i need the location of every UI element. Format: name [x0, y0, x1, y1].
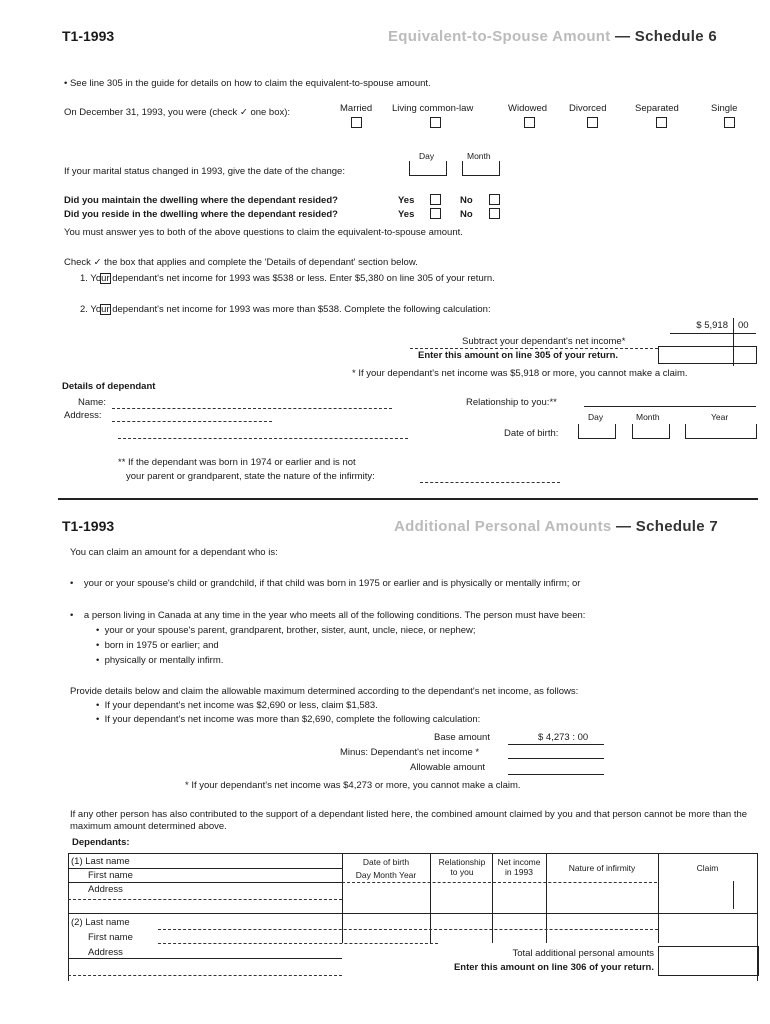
dob-year-field[interactable]: [685, 424, 757, 439]
base-amount-dollars: $ 5,918: [696, 320, 728, 331]
born-note-1: ** If the dependant was born in 1974 or earlier and is not: [118, 457, 356, 468]
status-widowed-label: Widowed: [508, 103, 548, 114]
separated-checkbox[interactable]: [656, 117, 667, 128]
status-married-label: Married: [340, 103, 373, 114]
s7-intro: You can claim an amount for a dependant who is:: [70, 547, 278, 558]
married-checkbox[interactable]: [351, 117, 362, 128]
col-dob-subheader: Day Month Year: [355, 870, 417, 880]
row-2-address-label: Address: [88, 947, 123, 958]
col-dob-header: Date of birth: [362, 857, 410, 867]
s7-bullet-2-text: a person living in Canada at any time in the year who meets all of the following conditions. The person must have been:: [83, 610, 586, 621]
s7-sub-3: • physically or mentally infirm.: [96, 655, 224, 666]
q2-no-checkbox[interactable]: [489, 208, 500, 219]
row-1-last-name-label: (1) Last name: [71, 856, 130, 867]
col-infirmity-header: Nature of infirmity: [568, 863, 636, 873]
s7-rule-1: • If your dependant's net income was $2,690 or less, claim $1,583.: [96, 700, 378, 711]
schedule-7-title: [394, 518, 718, 535]
col-income-header: Net income in 1993: [497, 857, 541, 877]
enter-305-label: Enter this amount on line 305 of your return.: [418, 350, 619, 361]
dependants-table: [68, 851, 758, 981]
intro-text: • See line 305 in the guide for details on how to claim the equivalent-to-spouse amount.: [64, 78, 431, 89]
name-label: Name:: [78, 397, 106, 408]
q2-yes-label: Yes: [398, 209, 415, 220]
dob-day-label: Day: [588, 412, 604, 422]
change-day-field[interactable]: [409, 161, 447, 176]
name-field[interactable]: [112, 408, 392, 409]
common-law-checkbox[interactable]: [430, 117, 441, 128]
born-note-2: your parent or grandparent, state the nature of the infirmity:: [126, 471, 375, 482]
subtract-label: Subtract your dependant's net income*: [462, 336, 626, 347]
s7-sub-3-text: physically or mentally infirm.: [104, 655, 224, 666]
q1-no-label: No: [460, 195, 473, 206]
q1-no-checkbox[interactable]: [489, 194, 500, 205]
status-common-law-label: Living common-law: [392, 103, 474, 114]
status-divorced-label: Divorced: [569, 103, 607, 114]
q1-yes-label: Yes: [398, 195, 415, 206]
dob-month-label: Month: [636, 412, 660, 422]
schedule-label: — Schedule 6: [615, 28, 717, 45]
check-instruction: Check ✓ the box that applies and complete the 'Details of dependant' section below.: [64, 257, 418, 268]
question-maintain: Did you maintain the dwelling where the dependant resided?: [64, 195, 338, 206]
col-relationship-header: Relationship to you: [438, 857, 486, 877]
s7-rule-2: • If your dependant's net income was more than $2,690, complete the following calculation:: [96, 714, 481, 725]
base-amount-cents: 00: [738, 320, 749, 331]
income-footnote: * If your dependant's net income was $5,918 or more, you cannot make a claim.: [352, 368, 688, 379]
s7-bullet-1-text: your or your spouse's child or grandchild, if that child was born in 1975 or earlier and is physically or mentally infirm; or: [83, 578, 581, 589]
change-day-label: Day: [419, 151, 435, 161]
total-label: Total additional personal amounts: [512, 948, 654, 959]
row-1-address-label: Address: [88, 884, 123, 895]
s7-sub-1-text: your or your spouse's parent, grandparent, brother, sister, aunt, uncle, niece, or nephew;: [104, 625, 476, 636]
q2-yes-checkbox[interactable]: [430, 208, 441, 219]
s7-rule-2-text: If your dependant's net income was more than $2,690, complete the following calculation:: [104, 714, 481, 725]
relationship-field[interactable]: [584, 406, 756, 407]
change-prompt: If your marital status changed in 1993, give the date of the change:: [64, 166, 345, 177]
other-person-note: If any other person has also contributed to the support of a dependant listed here, the combined amount claimed by you and that person cannot be more than the maximum amount determined above.: [70, 809, 748, 832]
schedule-title-text: Equivalent-to-Spouse Amount: [388, 28, 611, 45]
relationship-label: Relationship to you:**: [466, 397, 557, 408]
single-checkbox[interactable]: [724, 117, 735, 128]
status-prompt: On December 31, 1993, you were (check ✓ one box):: [64, 107, 291, 118]
q1-yes-checkbox[interactable]: [430, 194, 441, 205]
minus-net-income-field[interactable]: [508, 758, 604, 759]
option-1-label: 1. Your dependant's net income for 1993 was $538 or less. Enter $5,380 on line 305 of your return.: [80, 273, 495, 284]
line-306-field[interactable]: [658, 946, 759, 976]
enter-306-label: Enter this amount on line 306 of your return.: [453, 962, 654, 973]
s7-provide: Provide details below and claim the allowable maximum determined according to the dependant's net income, as follows:: [70, 686, 579, 697]
address-field-1[interactable]: [112, 421, 272, 422]
option-2-text: 2. Your dependant's net income for 1993 was more than $538. Complete the following calculation:: [80, 304, 491, 315]
s7-bullet-2: • a person living in Canada at any time in the year who meets all of the following conditions. The person must have been:: [70, 610, 586, 621]
change-month-label: Month: [467, 151, 491, 161]
row-1-first-name-label: First name: [88, 870, 133, 881]
form-id: T1-1993: [62, 28, 115, 44]
row-1-claim-field[interactable]: [733, 881, 734, 909]
infirmity-field[interactable]: [420, 482, 560, 483]
must-answer-note: You must answer yes to both of the above questions to claim the equivalent-to-spouse amount.: [64, 227, 463, 238]
col-claim-header: Claim: [696, 863, 719, 873]
minus-net-income-label: Minus: Dependant's net income *: [340, 747, 480, 758]
details-heading: Details of dependant: [62, 381, 156, 392]
status-separated-label: Separated: [635, 103, 679, 114]
option-1-text: [80, 273, 495, 284]
dob-year-label: Year: [711, 412, 729, 422]
dob-day-field[interactable]: [578, 424, 616, 439]
dob-month-field[interactable]: [632, 424, 670, 439]
dependants-heading: Dependants:: [72, 837, 130, 848]
change-month-field[interactable]: [462, 161, 500, 176]
s7-bullet-1: • your or your spouse's child or grandchild, if that child was born in 1975 or earlier and is physically or mentally infirm; or: [70, 578, 581, 589]
dob-label: Date of birth:: [504, 428, 559, 439]
row-2-last-name-label: (2) Last name: [71, 917, 130, 928]
s7-rule-1-text: If your dependant's net income was $2,690 or less, claim $1,583.: [104, 700, 378, 711]
widowed-checkbox[interactable]: [524, 117, 535, 128]
row-2-first-name-label: First name: [88, 932, 133, 943]
base-amount-value: $ 4,273 : 00: [538, 732, 589, 743]
divorced-checkbox[interactable]: [587, 117, 598, 128]
allowable-amount-field[interactable]: [508, 774, 604, 775]
base-amount-label: Base amount: [434, 732, 490, 743]
schedule-6-title: [388, 28, 717, 45]
section-divider: [58, 498, 758, 500]
address-label: Address:: [64, 410, 102, 421]
s7-sub-2-text: born in 1975 or earlier; and: [104, 640, 219, 651]
s7-sub-2: • born in 1975 or earlier; and: [96, 640, 219, 651]
line-305-field[interactable]: [658, 346, 757, 364]
allowable-amount-label: Allowable amount: [410, 762, 485, 773]
schedule-7-title-text: Additional Personal Amounts: [394, 518, 612, 535]
form-id-2: T1-1993: [62, 518, 115, 534]
address-field-2[interactable]: [118, 438, 408, 439]
question-reside: Did you reside in the dwelling where the dependant resided?: [64, 209, 338, 220]
s7-sub-1: • your or your spouse's parent, grandparent, brother, sister, aunt, uncle, niece, or nephew;: [96, 625, 476, 636]
status-single-label: Single: [711, 103, 738, 114]
s7-footnote: * If your dependant's net income was $4,273 or more, you cannot make a claim.: [185, 780, 521, 791]
q2-no-label: No: [460, 209, 473, 220]
schedule-7-label: — Schedule 7: [616, 518, 718, 535]
